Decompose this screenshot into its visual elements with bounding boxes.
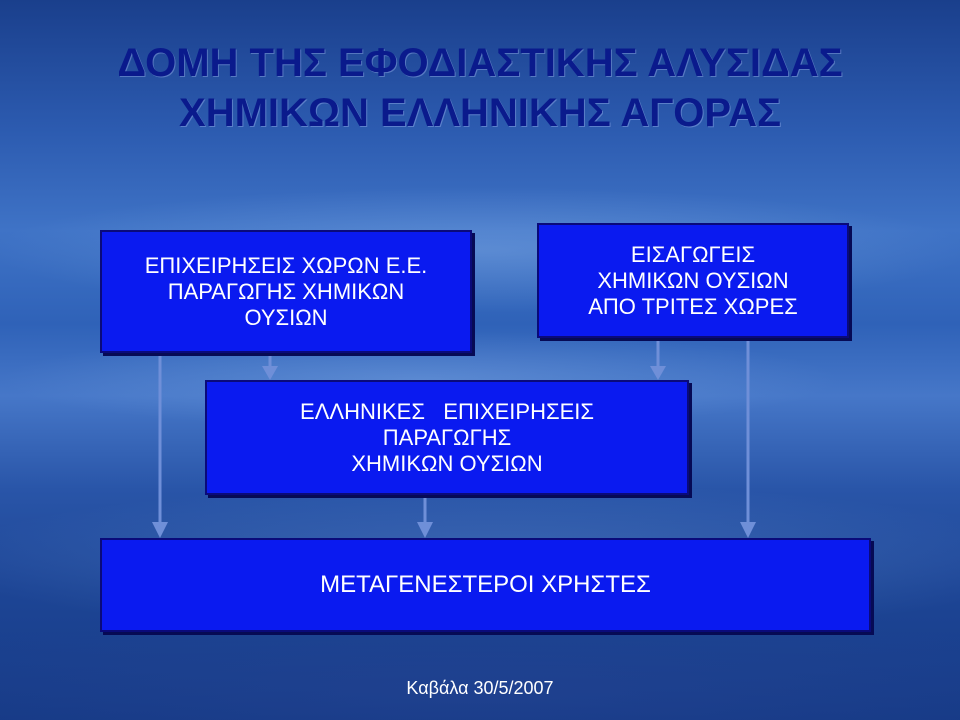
node-users-line-1: ΜΕΤΑΓΕΝΕΣΤΕΡΟΙ ΧΡΗΣΤΕΣ <box>320 571 651 598</box>
title-line-1: ΔΟΜΗ ΤΗΣ ΕΦΟΔΙΑΣΤΙΚΗΣ ΑΛΥΣΙΔΑΣ <box>117 41 843 85</box>
arrow-greek-to-users-head <box>417 522 433 538</box>
footer-date-location: Καβάλα 30/5/2007 <box>406 678 554 698</box>
node-imports-line-3: ΑΠΟ ΤΡΙΤΕΣ ΧΩΡΕΣ <box>588 293 798 319</box>
arrow-imports-to-users-head <box>740 522 756 538</box>
node-greek-line-3: ΧΗΜΙΚΩΝ ΟΥΣΙΩΝ <box>351 450 543 476</box>
node-greek-line-1: ΕΛΛΗΝΙΚΕΣ ΕΠΙΧΕΙΡΗΣΕΙΣ <box>300 398 594 424</box>
node-domestic-producers <box>100 230 472 353</box>
node-imports <box>537 223 849 338</box>
node-domestic-line-1: ΕΠΙΧΕΙΡΗΣΕΙΣ ΧΩΡΩΝ Ε.Ε. <box>144 252 428 278</box>
node-greek-producers <box>205 380 689 495</box>
node-downstream-users <box>100 538 871 632</box>
node-domestic-line-2: ΠΑΡΑΓΩΓΗΣ ΧΗΜΙΚΩΝ <box>167 278 405 304</box>
title-line-2: ΧΗΜΙΚΩΝ ΕΛΛΗΝΙΚΗΣ ΑΓΟΡΑΣ <box>179 91 781 135</box>
node-imports-line-1: ΕΙΣΑΓΩΓΕΙΣ <box>630 241 756 267</box>
arrow-domestic-to-greek-head <box>262 366 278 380</box>
arrow-domestic-to-users-head <box>152 522 168 538</box>
arrow-imports-to-greek-head <box>650 366 666 380</box>
node-domestic-line-3: ΟΥΣΙΩΝ <box>244 304 328 330</box>
node-imports-line-2: ΧΗΜΙΚΩΝ ΟΥΣΙΩΝ <box>597 267 789 293</box>
node-greek-line-2: ΠΑΡΑΓΩΓΗΣ <box>382 424 512 450</box>
